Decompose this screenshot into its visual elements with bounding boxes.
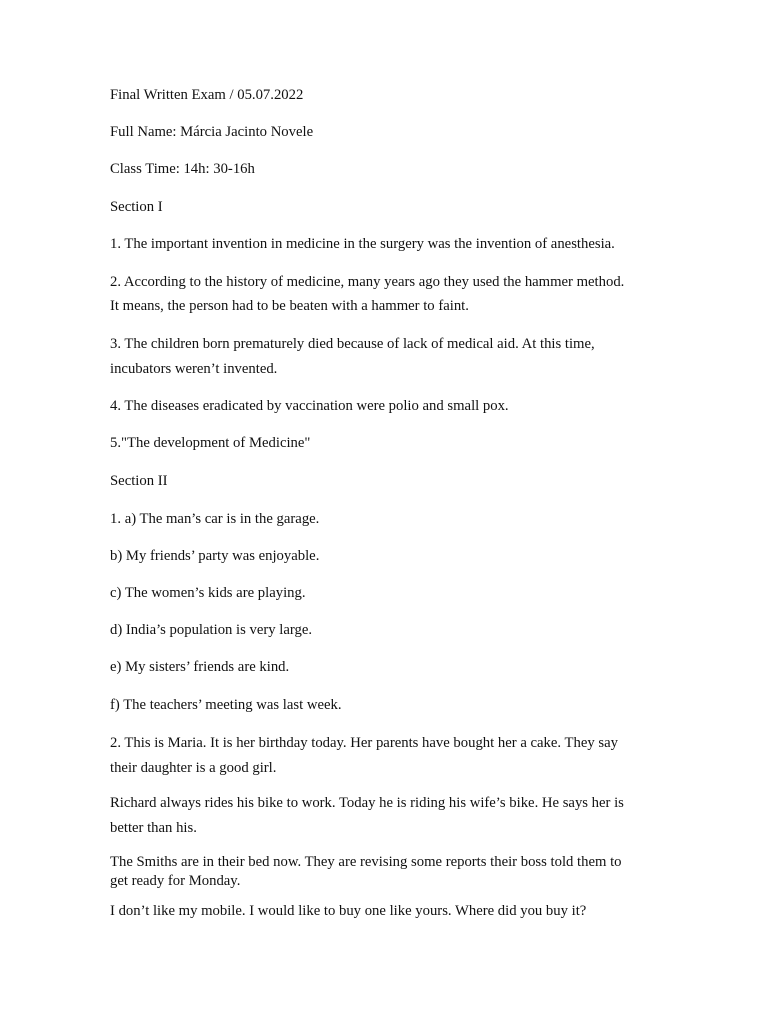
answer-2-1e: e) My sisters’ friends are kind. [110,659,290,675]
answer-1-1: 1. The important invention in medicine in the surgery was the invention of anesthesia. [110,236,615,252]
answer-2-1d: d) India’s population is very large. [110,622,313,638]
paragraph-3-line-2: get ready for Monday. [110,873,241,889]
answer-1-2-line-1: 2. According to the history of medicine, many years ago they used the hammer method. [110,274,625,290]
answer-1-4: 4. The diseases eradicated by vaccination were polio and small pox. [110,398,509,414]
answer-1-3-line-2: incubators weren’t invented. [110,361,278,377]
answer-2-1f: f) The teachers’ meeting was last week. [110,697,342,713]
paragraph-2-line-2: better than his. [110,820,197,836]
section-1-heading: Section I [110,199,163,215]
answer-2-1b: b) My friends’ party was enjoyable. [110,548,320,564]
answer-1-2-line-2: It means, the person had to be beaten with a hammer to faint. [110,298,469,314]
section-2-heading: Section II [110,473,168,489]
paragraph-1-line-1: 2. This is Maria. It is her birthday today. Her parents have bought her a cake. They say [110,735,618,751]
answer-1-3-line-1: 3. The children born prematurely died because of lack of medical aid. At this time, [110,336,595,352]
paragraph-3-line-1: The Smiths are in their bed now. They are revising some reports their boss told them to [110,854,622,870]
paragraph-2-line-1: Richard always rides his bike to work. Today he is riding his wife’s bike. He says her is [110,795,624,811]
exam-title: Final Written Exam / 05.07.2022 [110,87,304,103]
class-time: Class Time: 14h: 30-16h [110,161,255,177]
paragraph-1-line-2: their daughter is a good girl. [110,760,277,776]
full-name: Full Name: Márcia Jacinto Novele [110,124,314,140]
answer-2-1c: c) The women’s kids are playing. [110,585,306,601]
paragraph-4: I don’t like my mobile. I would like to buy one like yours. Where did you buy it? [110,903,587,919]
answer-2-1a: 1. a) The man’s car is in the garage. [110,511,320,527]
answer-1-5: 5."The development of Medicine" [110,435,311,451]
